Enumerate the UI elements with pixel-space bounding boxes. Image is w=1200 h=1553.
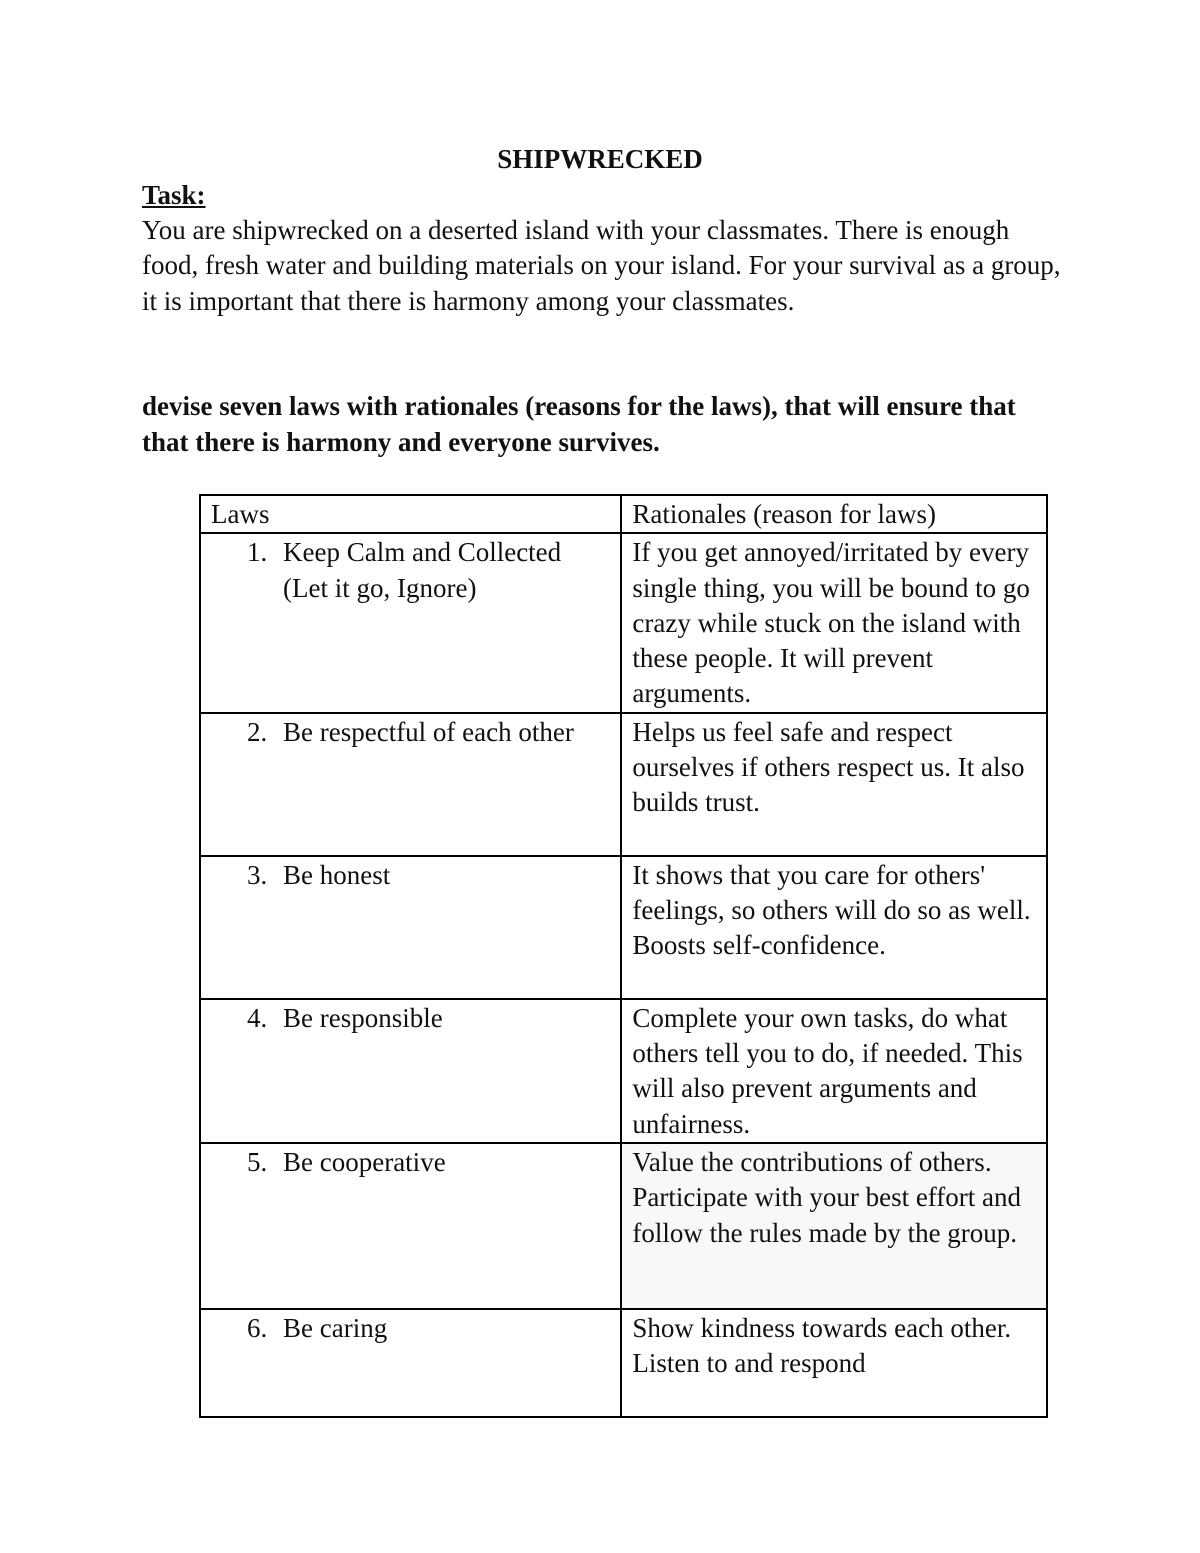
table-row: [200, 856, 1047, 999]
header-rationales: Rationales (reason for laws): [621, 495, 1047, 533]
header-laws: Laws: [200, 495, 621, 533]
law-number: 6.: [247, 1312, 268, 1343]
rationale-cell: Complete your own tasks, do what others tell you to do, if needed. This will also prevent arguments and unfairness.: [621, 999, 1047, 1143]
law-number: 5.: [247, 1146, 268, 1177]
law-number: 4.: [247, 1002, 268, 1033]
instruction-text: devise seven laws with rationales (reasons for the laws), that will ensure that that there is harmony and everyone survives.: [142, 391, 1016, 457]
task-heading: Task:: [142, 180, 206, 210]
law-text: Be caring: [283, 1312, 388, 1343]
table-header-row: [200, 495, 1047, 533]
law-text: Keep Calm and Collected (Let it go, Ignore): [283, 537, 562, 603]
law-cell: [200, 1309, 621, 1417]
table-row: [200, 1143, 1047, 1309]
rationale-cell: If you get annoyed/irritated by every single thing, you will be bound to go crazy while stuck on the island with these people. It will prevent arguments.: [621, 533, 1047, 712]
table-row: [200, 1309, 1047, 1417]
law-cell: [200, 713, 621, 856]
rationale-cell: Value the contributions of others. Participate with your best effort and follow the rules made by the group.: [621, 1143, 1047, 1309]
document-title: SHIPWRECKED: [497, 144, 703, 174]
task-description: You are shipwrecked on a deserted island with your classmates. There is enough food, fresh water and building materials on your island. For your survival as a group, it is important that there is harmony among your classmates.: [142, 215, 1061, 316]
table-row: [200, 533, 1047, 712]
law-number: 1.: [247, 537, 268, 568]
law-cell: [200, 1143, 621, 1309]
rationale-cell: It shows that you care for others' feelings, so others will do so as well. Boosts self-confidence.: [621, 856, 1047, 999]
table-row: [200, 999, 1047, 1143]
law-text: Be cooperative: [283, 1146, 446, 1177]
law-text: Be responsible: [283, 1002, 443, 1033]
rationale-cell: Helps us feel safe and respect ourselves if others respect us. It also builds trust.: [621, 713, 1047, 856]
rationale-cell: Show kindness towards each other. Listen to and respond: [621, 1309, 1047, 1417]
law-cell: [200, 533, 621, 712]
law-number: 2.: [247, 716, 268, 747]
law-text: Be respectful of each other: [283, 716, 574, 747]
law-cell: [200, 999, 621, 1143]
table-row: [200, 713, 1047, 856]
law-cell: [200, 856, 621, 999]
law-number: 3.: [247, 859, 268, 890]
law-text: Be honest: [283, 859, 391, 890]
laws-table: [199, 494, 1048, 1418]
